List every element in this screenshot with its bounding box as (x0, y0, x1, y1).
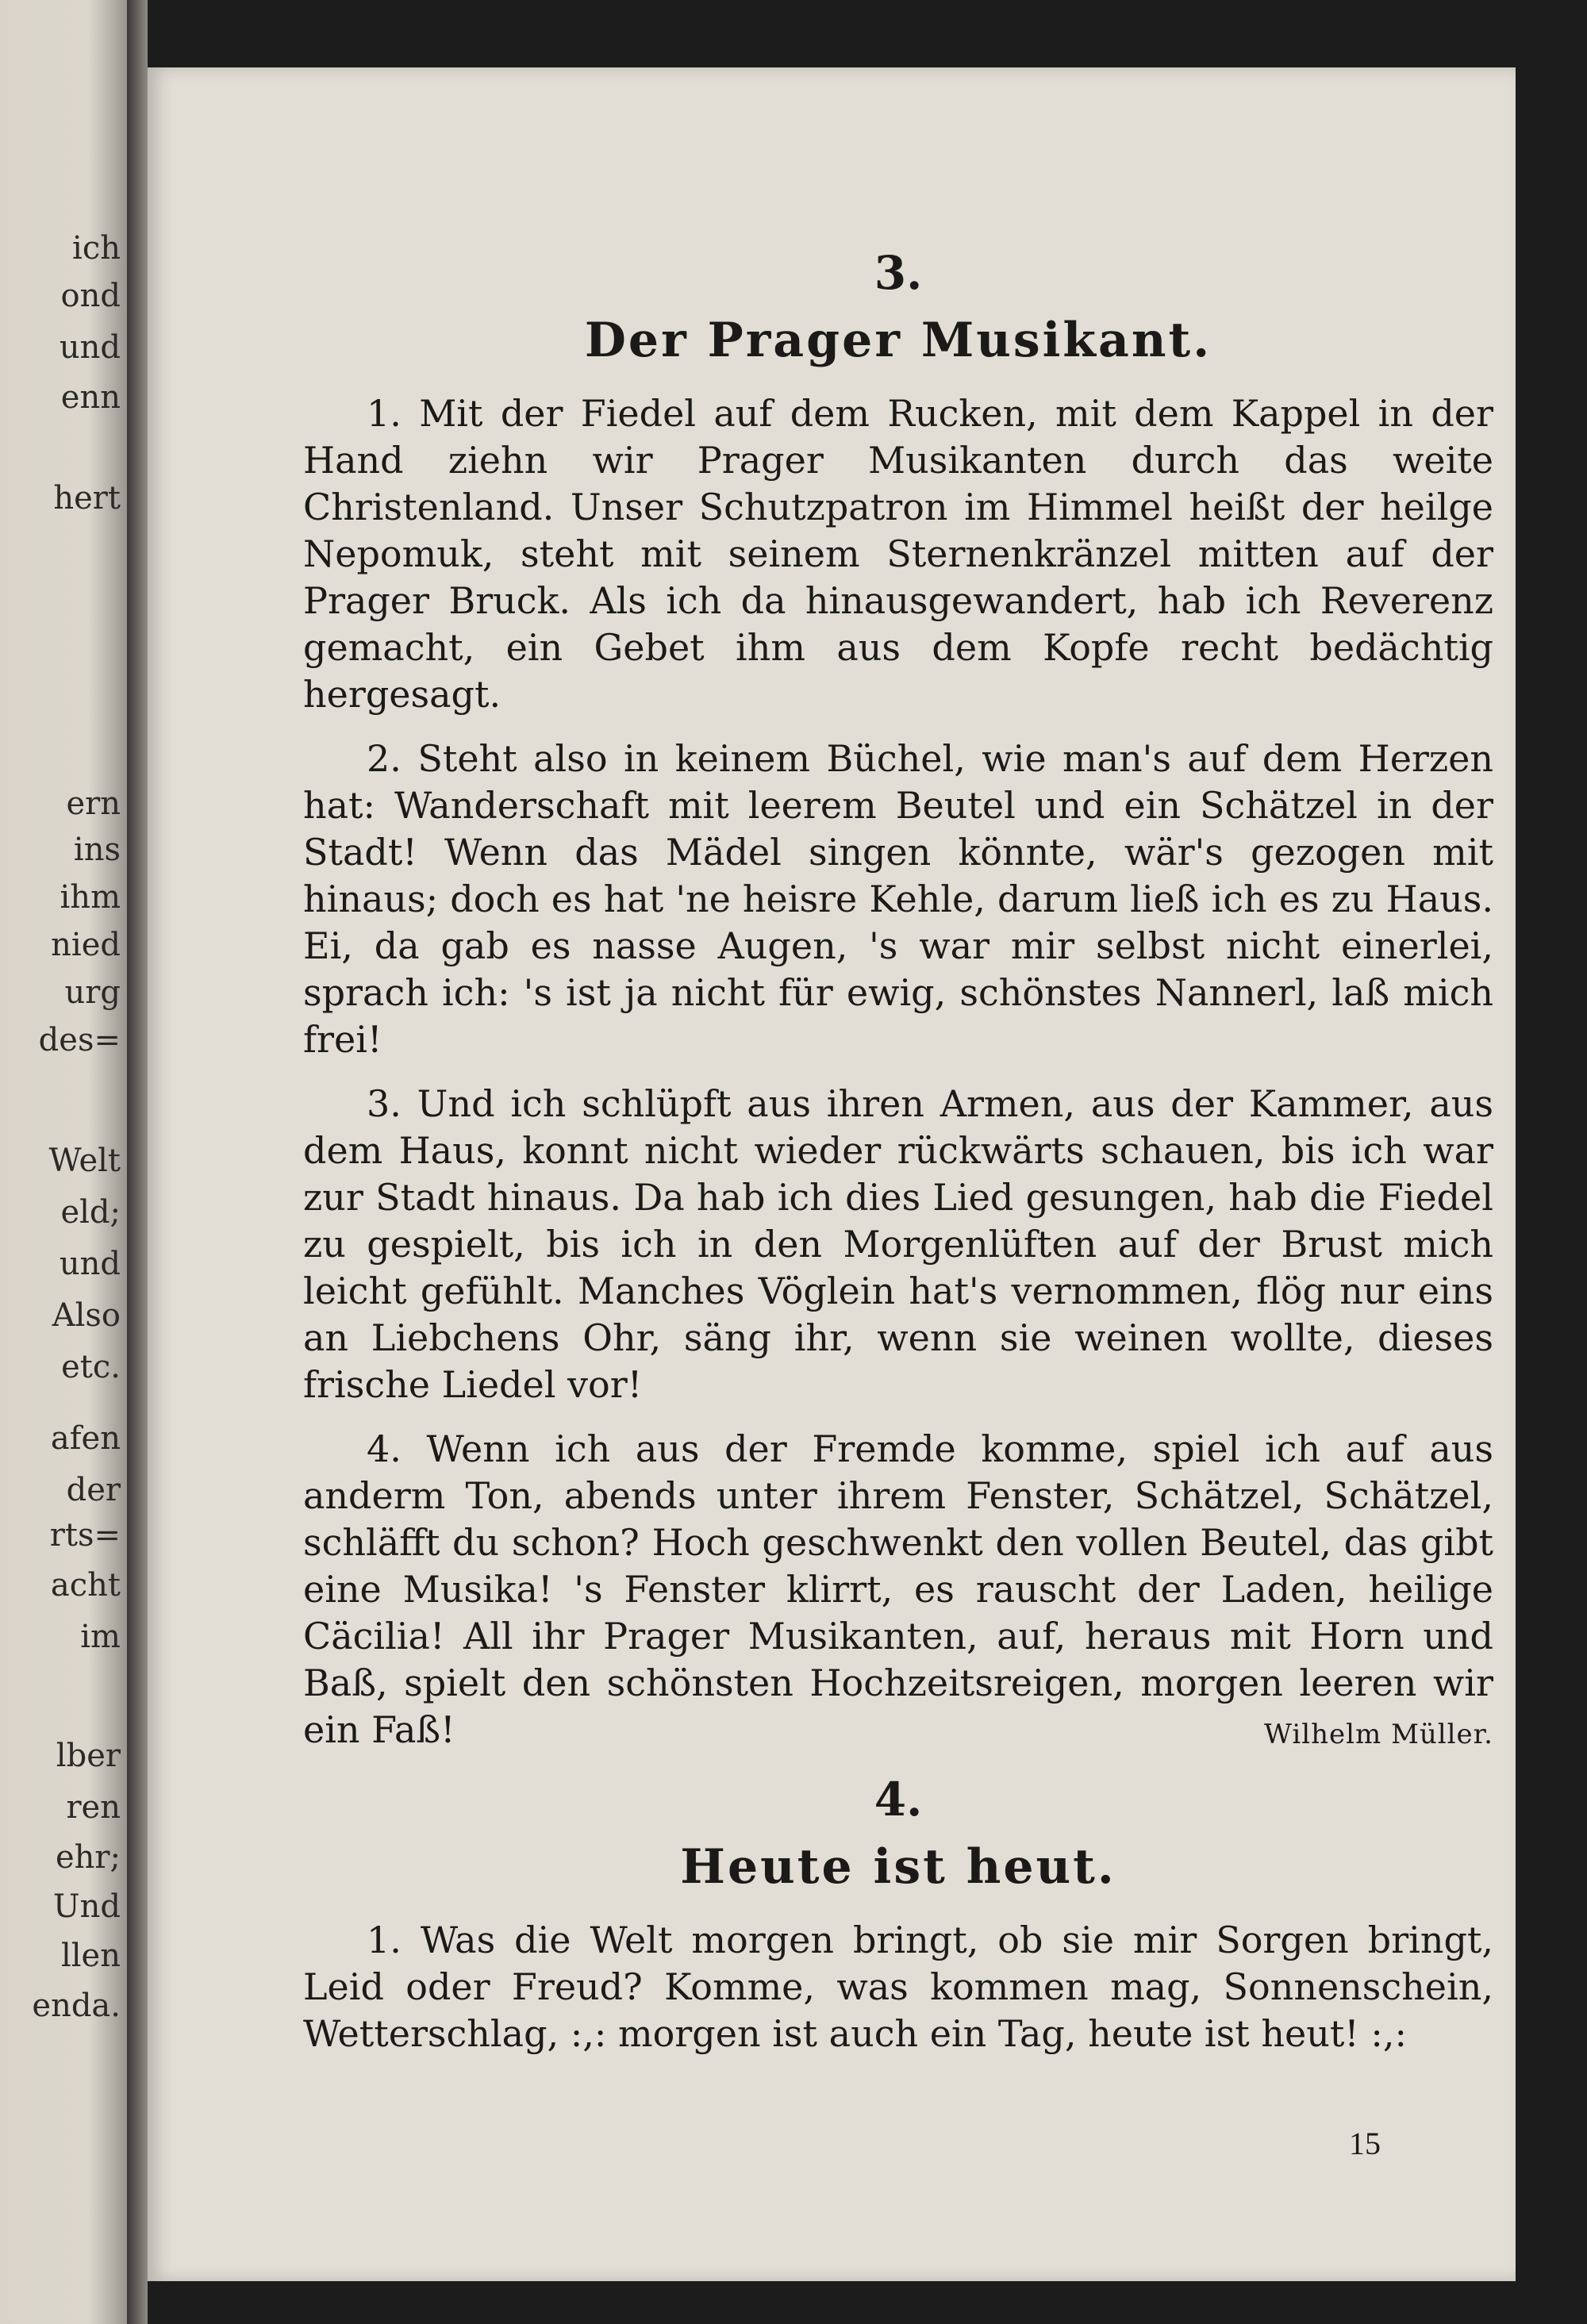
left-fragment: nied (51, 927, 121, 963)
stanza: 1. Mit der Fiedel auf dem Rucken, mit dem Kappel in der Hand ziehn wir Prager Musikanten durch das weite Christenland. Unser Schutzpatron im Himmel heißt der heilge Nepomuk, steht mit seinem Sternenkränzel mitten auf der Prager Bruck. Als ich da hinausgewandert, hab ich Reverenz gemacht, ein Gebet ihm aus dem Kopfe recht bedächtig hergesagt. (303, 392, 1493, 716)
stanza: 3. Und ich schlüpft aus ihren Armen, aus der Kammer, aus dem Haus, konnt nicht wieder rückwärts schauen, bis ich war zur Stadt hinaus. Da hab ich dies Lied gesungen, hab die Fiedel zu gespielt, bis ich in den Morgenlüften auf der Brust mich leicht gefühlt. Manches Vöglein hat's vernommen, flög nur eins an Liebchens Ohr, säng ihr, wenn sie weinen wollte, dieses frische Liedel vor! (303, 1082, 1493, 1406)
stanza: 2. Steht also in keinem Büchel, wie man's auf dem Herzen hat: Wanderschaft mit leerem Beutel und ein Schätzel in der Stadt! Wenn das Mädel singen könnte, wär's gezogen mit hinaus; doch es hat 'ne heisre Kehle, darum ließ ich es zu Haus. Ei, da gab es nasse Augen, 's war mir selbst nicht einerlei, sprach ich: 's ist ja nicht für ewig, schönstes Nannerl, laß mich frei! (303, 737, 1493, 1061)
author-signature: Wilhelm Müller. (1264, 1719, 1493, 1750)
left-fragment: acht (50, 1567, 121, 1604)
left-fragment: llen (60, 1938, 121, 1974)
left-fragment: afen (50, 1420, 121, 1457)
left-page-edge (0, 0, 127, 2324)
left-fragment: urg (64, 974, 121, 1011)
song-number: 4. (874, 1773, 923, 1827)
left-fragment: Und (52, 1888, 121, 1925)
left-fragment: Also (52, 1297, 121, 1334)
book-gutter (127, 0, 148, 2324)
left-fragment: der (66, 1472, 121, 1508)
left-fragment: rts= (49, 1517, 121, 1554)
left-fragment: im (80, 1619, 121, 1655)
right-page (148, 67, 1516, 2281)
stanza: 1. Was die Welt morgen bringt, ob sie mir Sorgen bringt, Leid oder Freud? Komme, was kommen mag, Sonnenschein, Wetterschlag, :,: morgen ist auch ein Tag, heute ist heut! :,: (303, 1919, 1493, 2055)
left-fragment: lber (56, 1738, 121, 1774)
left-fragment: eld; (60, 1194, 121, 1231)
left-fragment: ihm (60, 879, 121, 916)
left-fragment: ern (66, 786, 121, 822)
left-fragment: des= (38, 1022, 121, 1058)
left-fragment: hert (53, 480, 121, 517)
left-fragment: ins (73, 832, 121, 868)
left-fragment: ehr; (55, 1839, 121, 1876)
left-fragment: und (59, 329, 121, 366)
left-fragment: Welt (48, 1143, 121, 1179)
song-title: Der Prager Musikant. (584, 313, 1212, 368)
left-fragment: ond (60, 278, 121, 314)
left-fragment: enn (60, 379, 121, 416)
stanza: 4. Wenn ich aus der Fremde komme, spiel ich auf aus anderm Ton, abends unter ihrem Fenster, Schätzel, Schätzel, schläfft du schon? Hoch geschwenkt den vollen Beutel, das gibt eine Musika! 's Fenster klirrt, es rauscht der Laden, heilige Cäcilia! All ihr Prager Musikanten, auf, heraus mit Horn und Baß, spielt den schönsten Hochzeitsreigen, morgen leeren wir ein Faß! (303, 1427, 1493, 1751)
page-content (303, 246, 1493, 2075)
left-fragment: enda. (32, 1988, 121, 2024)
left-fragment: etc. (61, 1349, 121, 1385)
stanza-with-author (303, 1426, 1493, 1754)
song-number: 3. (874, 246, 923, 300)
page-number: 15 (1349, 2126, 1381, 2161)
left-fragment: ren (66, 1789, 121, 1826)
left-fragment: ich (72, 230, 121, 267)
left-fragment: und (59, 1246, 121, 1282)
song-title: Heute ist heut. (680, 1839, 1116, 1895)
